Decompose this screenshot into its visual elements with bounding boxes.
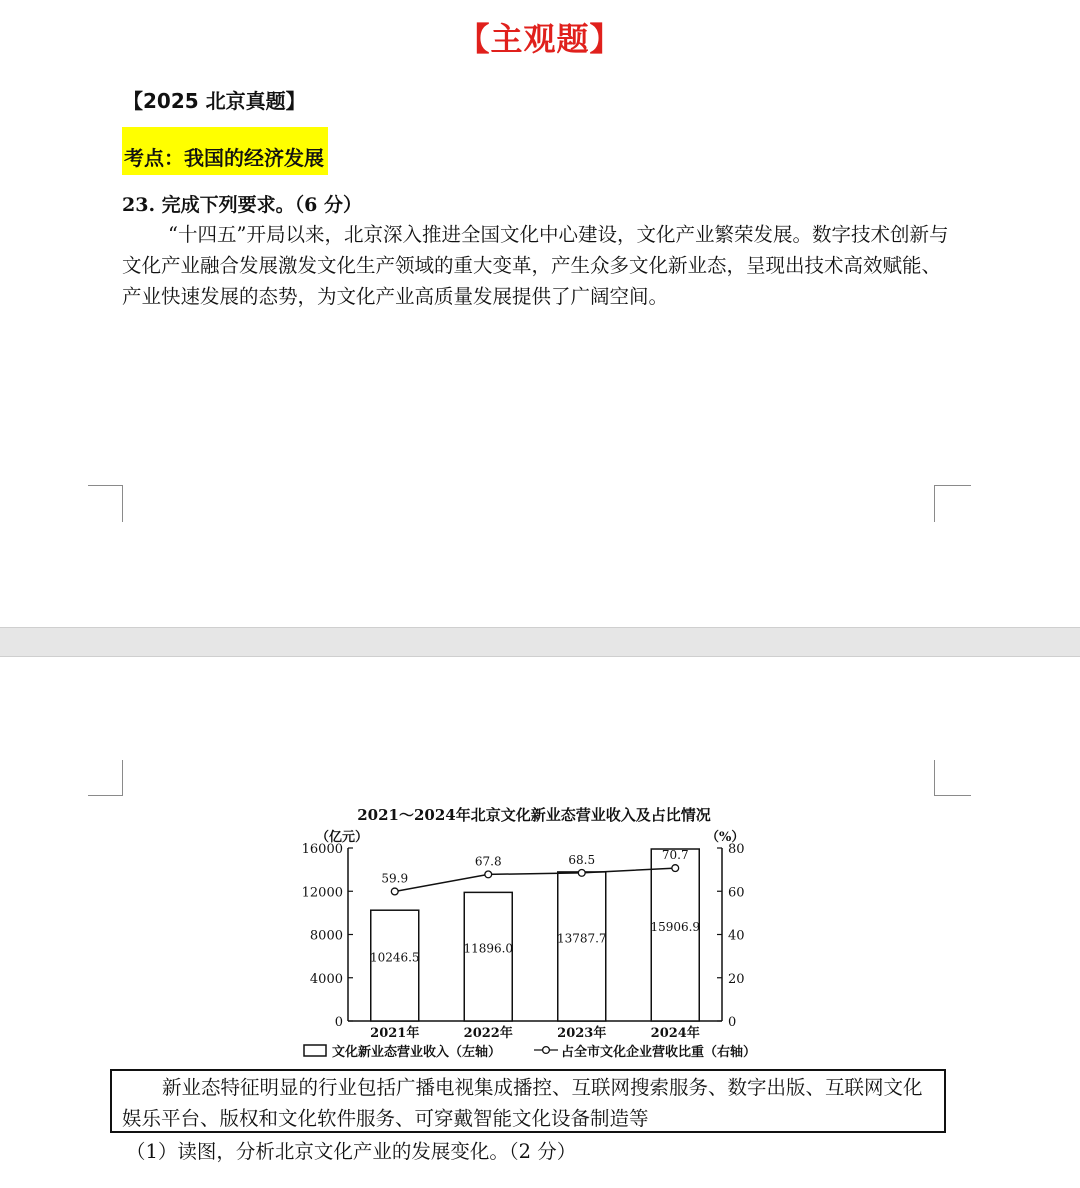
left-axis-tick-label: 12000 bbox=[301, 885, 343, 901]
bar-value-label: 13787.7 bbox=[556, 931, 607, 946]
x-tick-label: 2023年 bbox=[557, 1026, 607, 1041]
x-tick-label: 2022年 bbox=[463, 1026, 513, 1041]
line-point bbox=[485, 871, 492, 878]
bar bbox=[651, 849, 699, 1021]
topic-text: 考点：我国的经济发展 bbox=[124, 146, 324, 170]
line-value-label: 59.9 bbox=[381, 871, 409, 886]
x-tick-label: 2024年 bbox=[650, 1026, 700, 1041]
left-axis-unit: （亿元） bbox=[316, 830, 369, 845]
corner-mark-bottom-left bbox=[88, 485, 123, 522]
line-value-label: 68.5 bbox=[568, 852, 596, 867]
question-heading: 23. 完成下列要求。（6 分） bbox=[122, 194, 363, 216]
right-axis-tick-label: 20 bbox=[728, 971, 745, 987]
page-separator bbox=[0, 627, 1080, 657]
legend-bar-label: 文化新业态营业收入（左轴） bbox=[332, 1045, 502, 1060]
line-value-label: 70.7 bbox=[661, 848, 689, 863]
chart-legend bbox=[304, 1044, 756, 1060]
bar-value-label: 11896.0 bbox=[463, 941, 514, 956]
x-tick-label: 2021年 bbox=[370, 1026, 420, 1041]
left-axis-tick-label: 8000 bbox=[309, 928, 343, 944]
line-value-label: 67.8 bbox=[474, 854, 502, 869]
right-axis-tick-label: 60 bbox=[728, 885, 745, 901]
line-point bbox=[672, 865, 679, 872]
right-axis-tick-label: 40 bbox=[728, 928, 745, 944]
right-axis-unit: （%） bbox=[706, 830, 745, 845]
legend-bar-swatch bbox=[304, 1045, 326, 1056]
chart bbox=[290, 800, 780, 1062]
bar-value-label: 10246.5 bbox=[369, 950, 420, 965]
topic-highlight bbox=[122, 127, 328, 175]
bar-value-label: 15906.9 bbox=[650, 920, 701, 935]
right-axis-tick-label: 80 bbox=[728, 842, 745, 857]
left-axis-tick-label: 0 bbox=[334, 1015, 343, 1030]
line-point bbox=[391, 888, 398, 895]
bar bbox=[558, 872, 606, 1021]
exam-label: 【2025 北京真题】 bbox=[123, 89, 306, 113]
legend-line-label: 占全市文化企业营收比重（右轴） bbox=[561, 1045, 757, 1060]
question-stem: “十四五”开局以来，北京深入推进全国文化中心建设，文化产业繁荣发展。数字技术创新与文化产业融合发展激发文化生产领域的重大变革，产生众多文化新业态，呈现出技术高效赋能、产业快速发展的态势，为文化产业高质量发展提供了广阔空间。 bbox=[122, 223, 949, 308]
sub-question-1: （1）读图，分析北京文化产业的发展变化。（2 分） bbox=[126, 1140, 577, 1163]
left-axis-tick-label: 16000 bbox=[301, 842, 343, 857]
chart-title: 2021～2024年北京文化新业态营业收入及占比情况 bbox=[357, 806, 711, 824]
series-line bbox=[395, 868, 676, 891]
corner-mark-top-right bbox=[934, 760, 971, 796]
corner-mark-bottom-right bbox=[934, 485, 971, 522]
legend-line-marker bbox=[543, 1047, 550, 1054]
page-title: 【主观题】 bbox=[457, 20, 623, 58]
bar bbox=[464, 892, 512, 1021]
corner-mark-top-left bbox=[88, 760, 123, 796]
left-axis-tick-label: 4000 bbox=[309, 971, 343, 987]
note-text: 新业态特征明显的行业包括广播电视集成播控、互联网搜索服务、数字出版、互联网文化娱乐平台、版权和文化软件服务、可穿戴智能文化设备制造等 bbox=[122, 1076, 923, 1130]
bar bbox=[371, 910, 419, 1021]
right-axis-tick-label: 0 bbox=[728, 1015, 737, 1030]
line-point bbox=[578, 869, 585, 876]
